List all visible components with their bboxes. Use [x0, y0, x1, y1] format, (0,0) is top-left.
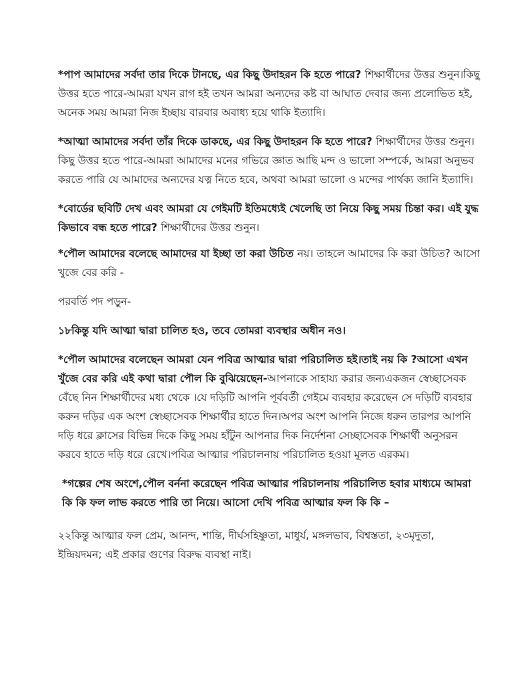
- paragraph-board-picture: [58, 200, 480, 238]
- paragraph-paul-says: [58, 245, 480, 283]
- answer-spirit-examples: শিক্ষার্থীদের উত্তর শুনুন।কিছু উত্তর হতে পারে-আমরা আমাদের মনের গভিরে জ্ঞাত আছি মন্দ ও ভালো সম্পর্কে, আমরা অনুভব করতে পারি যে আমাদের অন্যদের যত্ন নিতে হবে, অথবা আমরা ভালো ও মন্দের পার্থক্য জানি ইত্যাদি।: [58, 136, 475, 186]
- paragraph-led-by-spirit: [58, 351, 480, 465]
- paragraph-spirit-examples: [58, 133, 480, 190]
- instruction-read-verse: পরবর্তি পদ পড়ুন-: [58, 296, 131, 308]
- paragraph-fruit-intro: *গল্পের শেষ অংশে,পৌল বর্ননা করেছেন পবিত্র আত্মার পরিচালনায় পরিচালিত হবার মাধ্যমে আমরা কি কি ফল লাভ করতে পারি তা নিয়ে। আসো দেখি পবিত্র আত্মার ফল কি কি –: [62, 478, 471, 509]
- answer-sin-examples: শিক্ষার্থীদের উত্তর শুনুন।কিছু উত্তর হতে পারে-আমরা যখন রাগ হই তখন আমরা অন্যদের কষ্ট বা আঘাত দেবার জন্য প্রলোভিত হই, অনেক সময় আমরা নিজ ইচ্ছায় বারবার অবাধ্য হয়ে থাকি ইত্যাদি।: [58, 69, 480, 119]
- question-led-by-spirit: *পৌল আমাদের বলেছেন আমরা যেন পবিত্র আত্মার দ্বারা পরিচালিত হই।তাই নয় কি ?আসো এখন খুঁজে বের করি এই কথা দ্বারা পৌল কি বুঝিয়েছেন-: [58, 354, 468, 385]
- question-spirit-examples: *আত্মা আমাদের সর্বদা তাঁর দিকে ডাকছে, এর কিছু উদাহরন কি হতে পারে?: [58, 136, 376, 148]
- question-board-picture: *বোর্ডের ছবিটি দেখ এবং আমরা যে গেইমটি ইতিমধ্যেই খেলেছি তা নিয়ে কিছু সময় চিন্তা কর। এই যুদ্ধ কিভাবে বন্ধ হতে পারে?: [58, 203, 479, 234]
- answer-board-picture: শিক্ষার্থীদের উত্তর শুনুন।: [160, 222, 260, 234]
- activity-rope-game: আপনাকে সাহায্য করার জন্যএকজন স্বেচ্ছাসেবক বেঁছে নিন শিক্ষার্থীদের মধ্য থেকে ।যে দড়িটি আপনি পূর্ববর্তী গেইমে ব্যবহার করেছেন সে দড়িটি ব্যবহার করুন দড়ির এক অংশ স্বেচ্ছাসেবক শিক্ষার্থীর হাতে দিন।অপর অংশ আপনি নিজে ধরুন তারপর আপনি দড়ি ধরে ক্লাসের বিভিন্ন দিকে কিছু সময় হাঁটুন আপনার দিক নির্দেশনা সেচ্ছাসেবক শিক্ষার্থী অনুসরন করবে হাতে দড়ি ধরে রেখে।পবিত্র আত্মার পরিচালনায় পরিচালিত হওয়া মূলত এরকম।: [58, 373, 473, 461]
- verse-22-23: ২২কিন্তু আত্মার ফল প্রেম, আনন্দ, শান্তি, দীর্ঘসহিষ্ণুতা, মাধুর্য, মঙ্গলভাব, বিশ্বস্ততা, ২৩মৃদুতা, ইন্দ্রিয়দমন; এই প্রকার গুণের বিরুদ্ধ ব্যবস্থা নাই।: [58, 530, 435, 561]
- statement-paul-says: *পৌল আমাদের বলেছে আমাদের যা ইচ্ছা তা করা উচিত: [58, 248, 298, 260]
- paragraph-sin-examples: [58, 66, 480, 123]
- question-sin-examples: *পাপ আমাদের সর্বদা তার দিকে টানছে, এর কিছু উদাহরন কি হতে পারে?: [58, 69, 365, 81]
- verse-18: ১৮কিন্তু যদি আত্মা দ্বারা চালিত হও, তবে তোমরা ব্যবস্থার অধীন নও।: [58, 325, 346, 337]
- followup-paul-says: নয়। তাহলে আমাদের কি করা উচিত? আসো খুজে বের করি -: [58, 248, 480, 279]
